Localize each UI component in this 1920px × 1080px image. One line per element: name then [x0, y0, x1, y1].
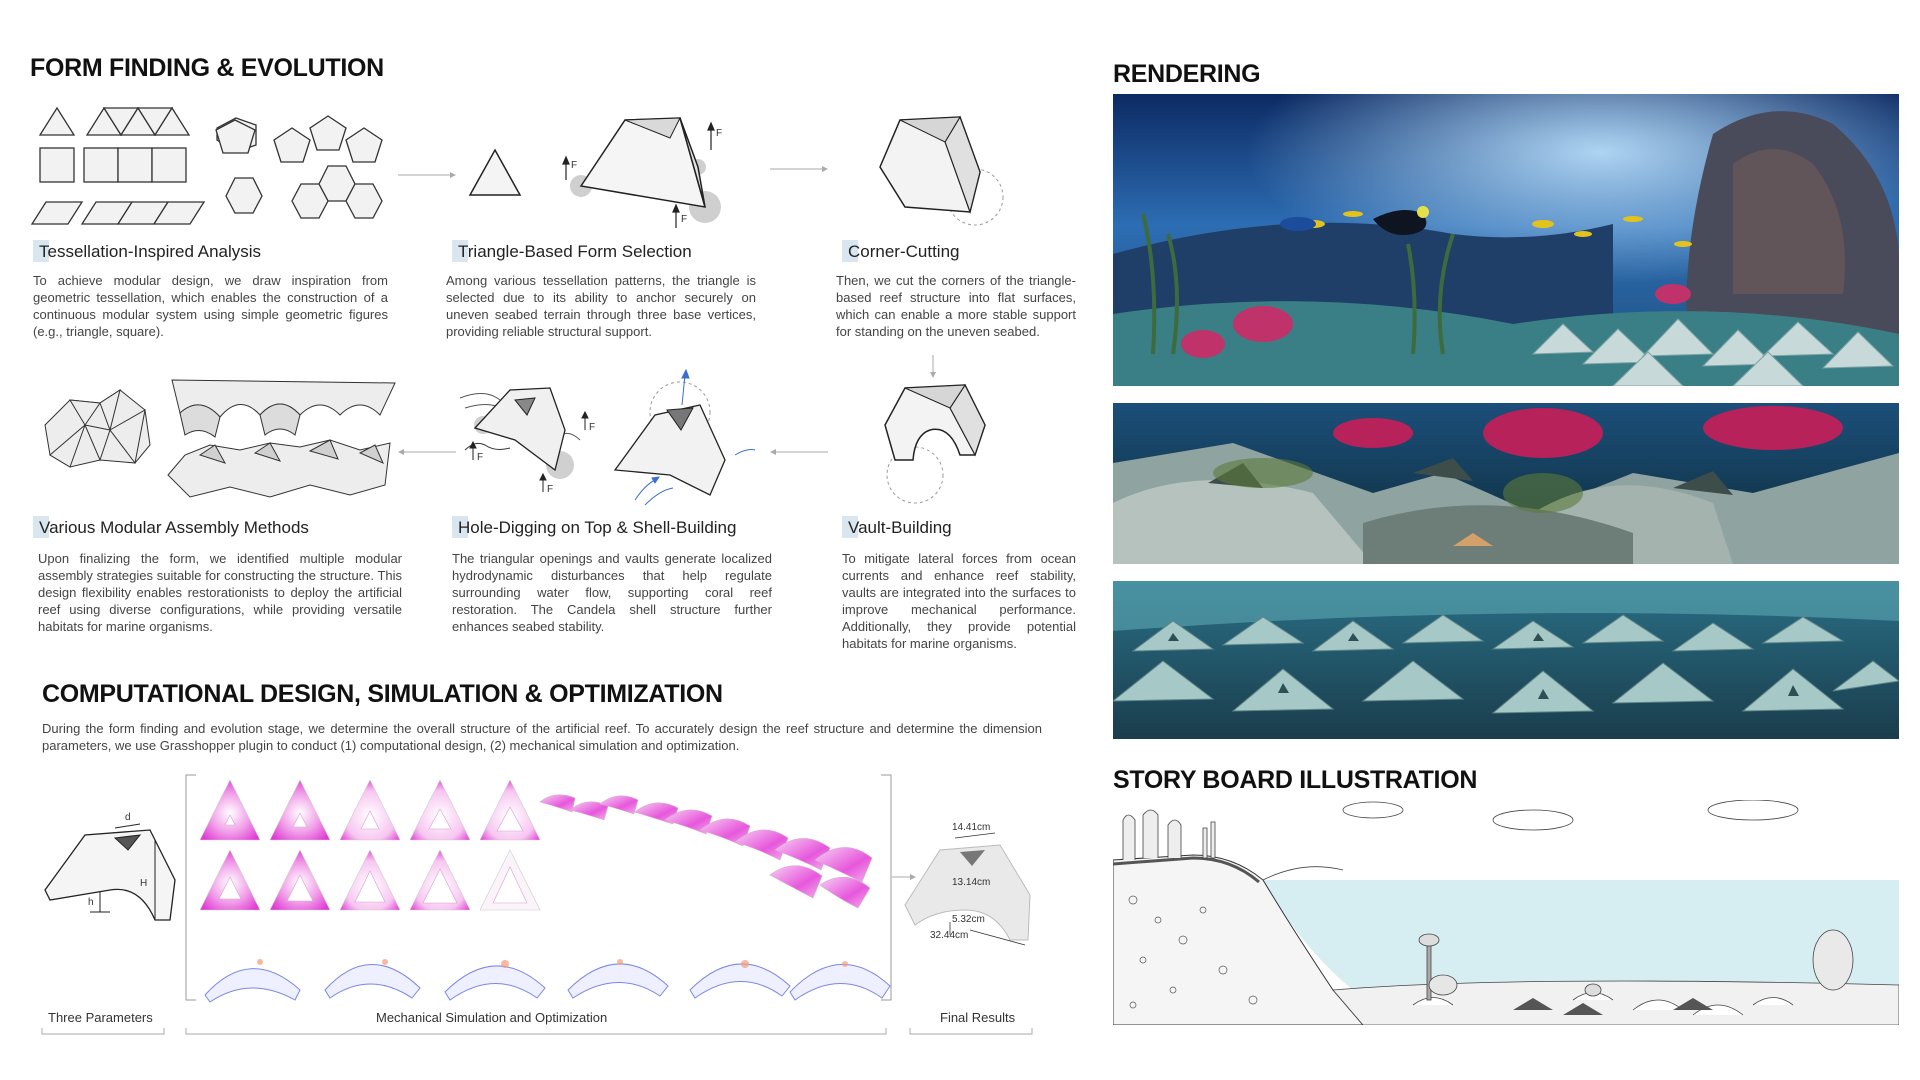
dim-base-label: 32.44cm [930, 930, 969, 941]
force-label: F [681, 214, 688, 225]
rendering-image-3 [1113, 581, 1899, 739]
stress-shells [540, 790, 885, 910]
tessellation-diagram [30, 100, 390, 230]
stress-triangles [195, 775, 535, 915]
step-title-triangle: Triangle-Based Form Selection [452, 240, 692, 262]
computational-title: COMPUTATIONAL DESIGN, SIMULATION & OPTIMIZATION [42, 680, 723, 708]
parameters-diagram [40, 800, 190, 930]
step-title-vault: Vault-Building [842, 516, 952, 538]
dim-height-label: 13.14cm [952, 877, 991, 888]
arrow-right-1 [398, 170, 458, 180]
vault-diagram [875, 380, 1015, 500]
label-mechanical-simulation: Mechanical Simulation and Optimization [376, 1010, 608, 1025]
modular-assembly-diagram [40, 375, 400, 505]
label-three-parameters: Three Parameters [48, 1010, 153, 1025]
arrow-down-1 [928, 355, 938, 380]
step-title-hole-digging: Hole-Digging on Top & Shell-Building [452, 516, 736, 538]
bottom-brackets [42, 1026, 1042, 1038]
step-text-hole-digging: The triangular openings and vaults generate localized hydrodynamic disturbances that help regulate surrounding water flow, supporting coral reef restoration. The Candela shell structure further enhances seabed stability. [452, 551, 772, 634]
force-label: F [589, 422, 596, 433]
step-text-tessellation: To achieve modular design, we draw inspiration from geometric tessellation, which enables the construction of a continuous modular system using simple geometric figures (e.g., triangle, square). [33, 273, 388, 339]
rendering-image-2 [1113, 403, 1899, 564]
step-title-tessellation: Tessellation-Inspired Analysis [33, 240, 261, 262]
step-text-vault: To mitigate lateral forces from ocean currents and enhance reef stability, vaults are integrated into the surfaces to improve mechanical performance. Additionally, they provide potential habitats for marine organisms. [842, 551, 1076, 651]
computational-text: During the form finding and evolution stage, we determine the overall structure of the artificial reef. To accurately design the reef structure and determine the dimension parameters, we use Grasshopper plugin to conduct (1) computational design, (2) mechanical simulation and optimization. [42, 721, 1042, 753]
step-title-assembly: Various Modular Assembly Methods [33, 516, 309, 538]
step-title-corner-cutting: Corner-Cutting [842, 240, 960, 262]
step-text-assembly: Upon finalizing the form, we identified multiple modular assembly strategies suitable for constructing the structure. This design flexibility enables restorationists to deploy the artificial reef using diverse configurations, while providing versatile habitats for marine organisms. [38, 551, 402, 634]
dim-vault-label: 5.32cm [952, 914, 985, 925]
dim-top-label: 14.41cm [952, 822, 991, 833]
force-label: F [477, 452, 484, 463]
stress-arches [200, 940, 890, 1010]
param-h-label: h [88, 897, 94, 908]
corner-cut-diagram [875, 112, 1015, 232]
hole-shell-diagram [455, 370, 755, 510]
storyboard-image [1113, 800, 1899, 1025]
final-result-diagram [900, 810, 1050, 950]
force-label: F [716, 128, 723, 139]
arrow-left-2 [770, 447, 830, 457]
form-finding-title: FORM FINDING & EVOLUTION [30, 54, 384, 82]
arrow-left-1 [398, 447, 458, 457]
step-text-triangle: Among various tessellation patterns, the triangle is selected due to its ability to anchor securely on uneven seabed terrain through three base vertices, providing reliable structural support. [446, 273, 756, 339]
arrow-right-2 [770, 164, 830, 174]
force-label: F [547, 484, 554, 495]
rendering-title: RENDERING [1113, 60, 1261, 88]
triangle-form-diagram [465, 110, 735, 240]
rendering-image-1 [1113, 94, 1899, 386]
force-label: F [571, 160, 578, 171]
param-H-label: H [140, 878, 148, 889]
param-d-label: d [125, 812, 131, 823]
storyboard-title: STORY BOARD ILLUSTRATION [1113, 766, 1478, 794]
label-final-results: Final Results [940, 1010, 1016, 1025]
step-text-corner-cutting: Then, we cut the corners of the triangle-based reef structure into flat surfaces, which can enable a more stable support for standing on the uneven seabed. [836, 273, 1076, 339]
